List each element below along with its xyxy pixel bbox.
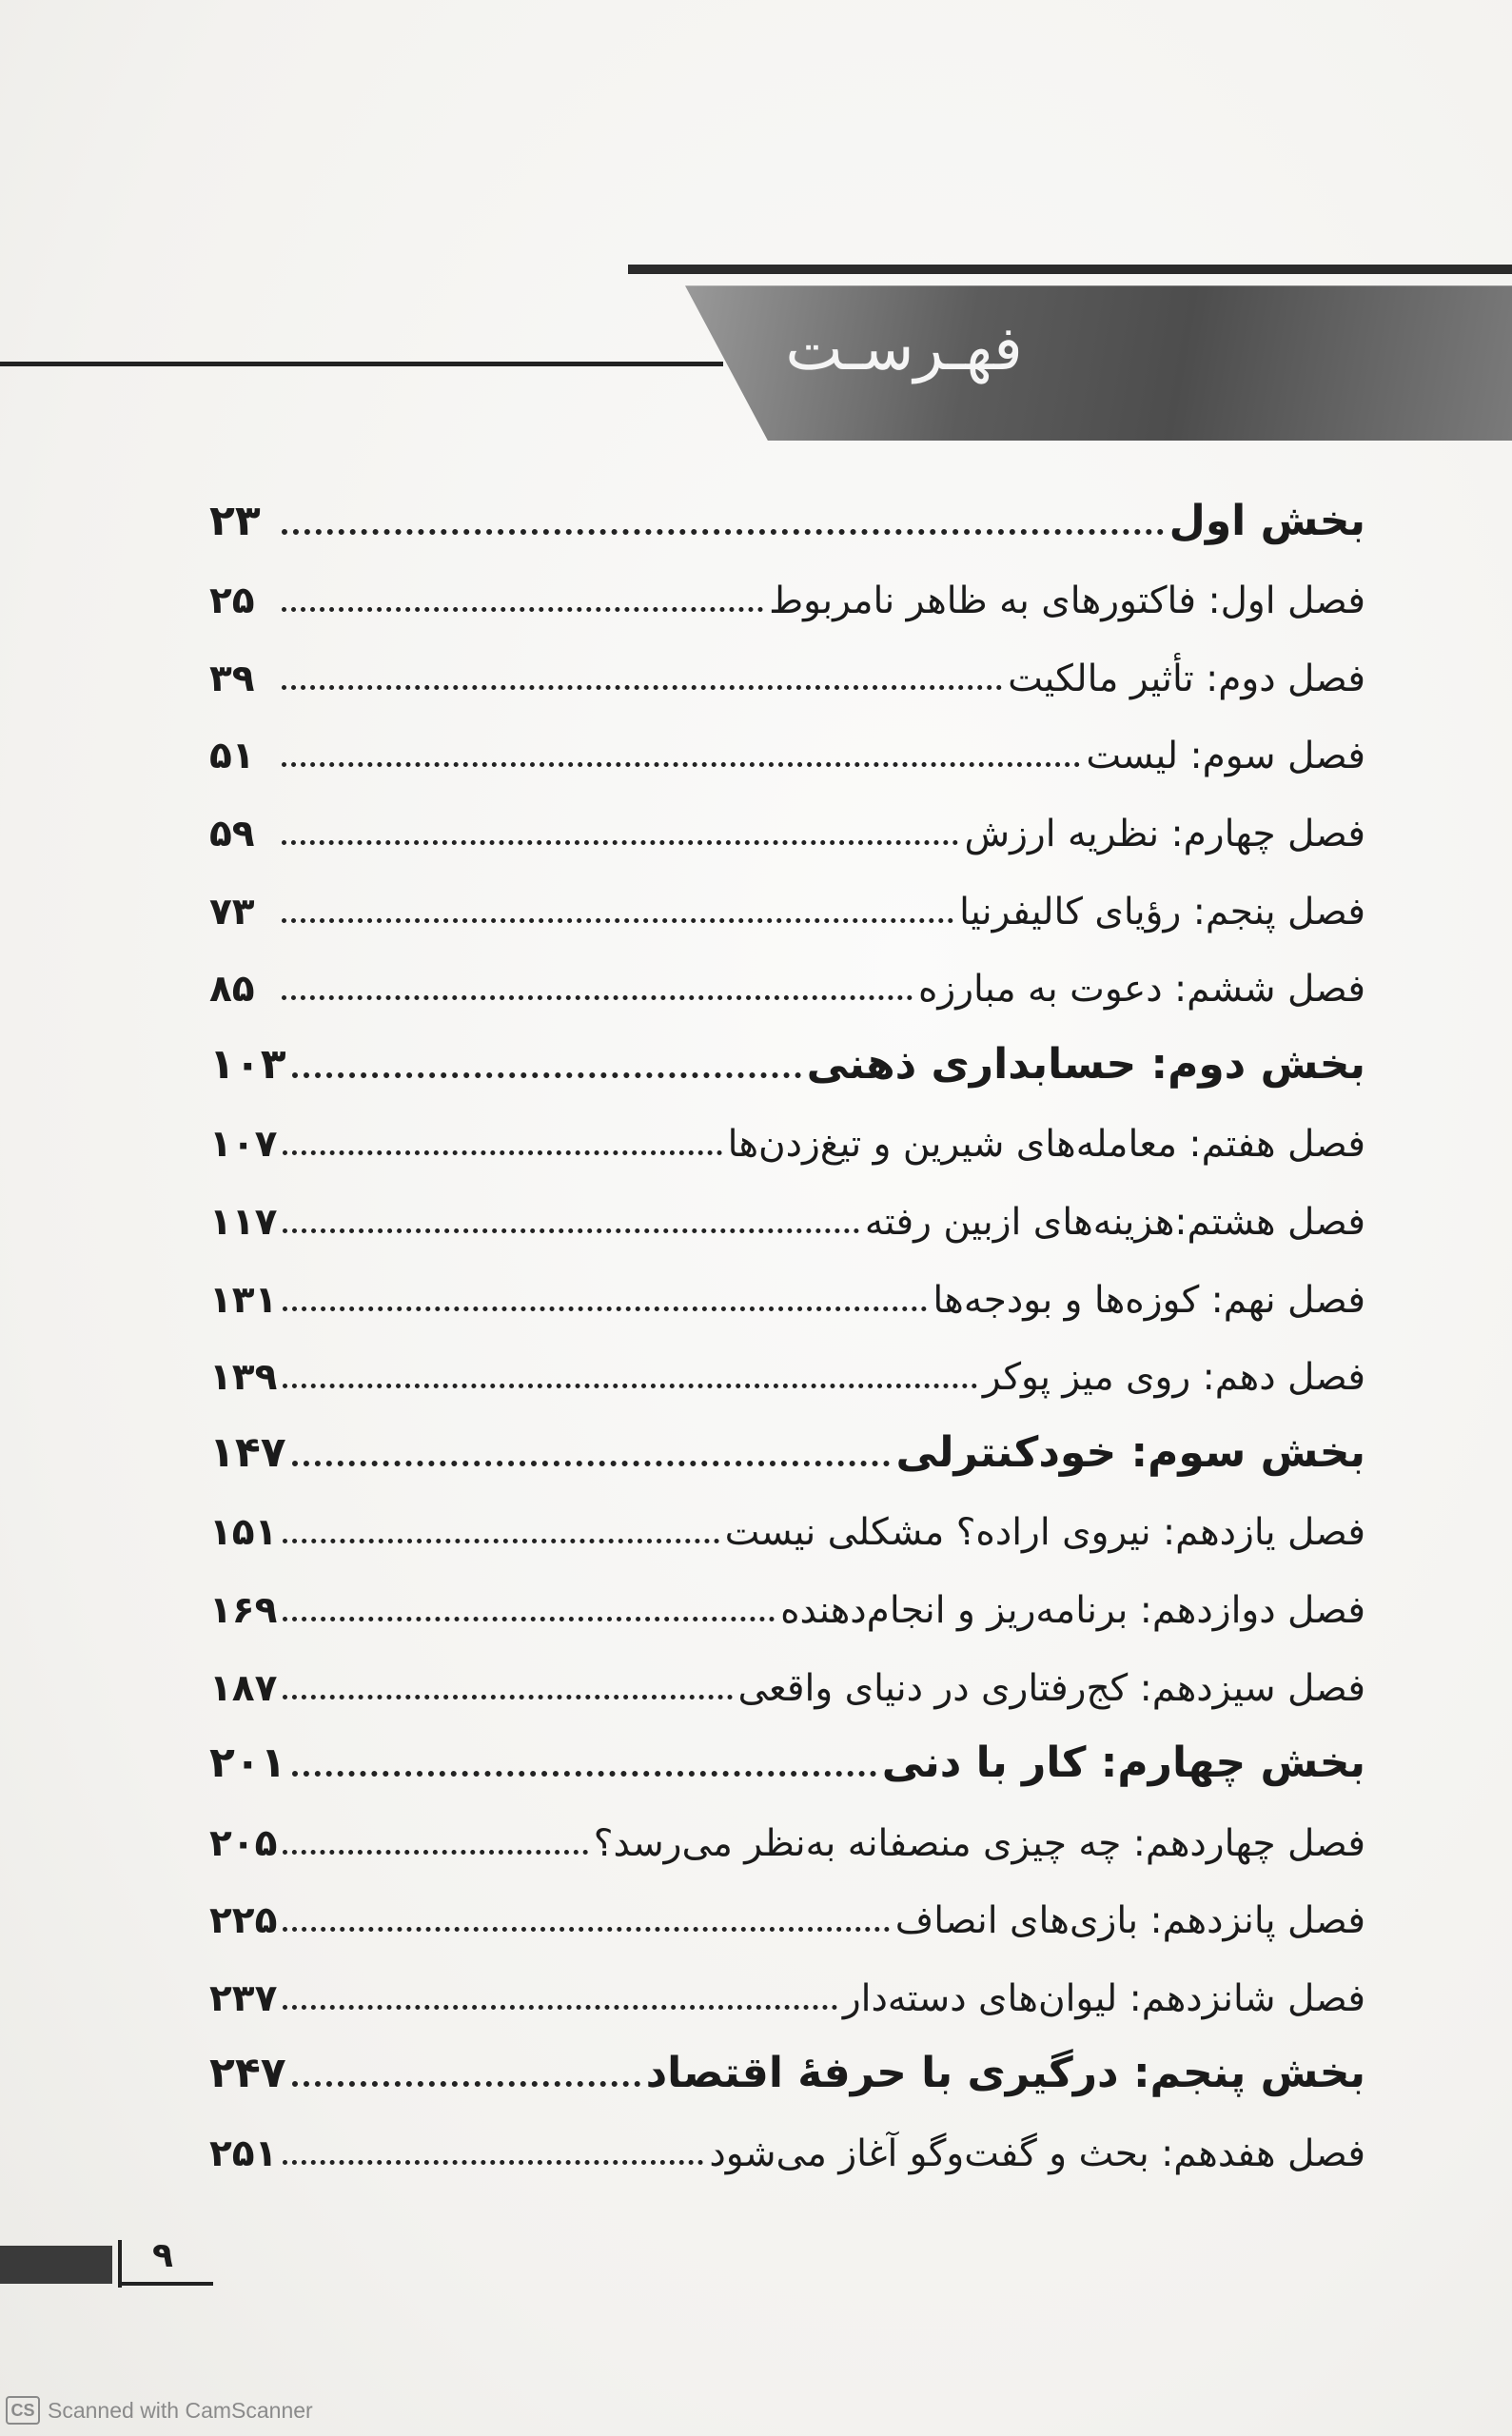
toc-chapter-entry <box>209 2106 1365 2184</box>
watermark-text: Scanned with CamScanner <box>48 2397 313 2423</box>
toc-chapter-entry <box>209 1951 1365 2029</box>
toc-chapter-entry <box>209 1174 1365 1252</box>
toc-entry-title: فصل یازدهم: نیروی اراده؟ مشکلی نیست <box>724 1511 1365 1555</box>
dot-leader <box>282 840 958 845</box>
toc-part-entry <box>209 476 1365 554</box>
toc-entry-title: بخش دوم: حسابداری ذهنی <box>806 1039 1365 1089</box>
toc-entry-title: فصل هشتم:هزینه‌های ازبین رفته <box>864 1200 1365 1244</box>
toc-entry-title: فصل پانزدهم: بازی‌های انصاف <box>894 1899 1365 1943</box>
toc-entry-title: فصل شانزدهم: لیوان‌های دسته‌دار <box>842 1976 1365 2020</box>
dot-leader <box>283 1927 889 1932</box>
toc-entry-page: ۱۱۷ <box>209 1200 278 1244</box>
toc-entry-title: فصل هفتم: معامله‌های شیرین و تیغ‌زدن‌ها <box>727 1123 1365 1167</box>
toc-chapter-entry <box>209 1874 1365 1952</box>
toc-chapter-entry <box>209 554 1365 632</box>
toc-entry-title: فصل نهم: کوزه‌ها و بودجه‌ها <box>933 1278 1365 1322</box>
table-of-contents <box>209 476 1365 2184</box>
toc-entry-page: ۲۵۱ <box>209 2132 278 2176</box>
toc-entry-title: بخش اول <box>1168 496 1365 545</box>
toc-entry-page: ۲۵ <box>209 580 255 623</box>
toc-entry-page: ۲۲۵ <box>209 1899 278 1943</box>
toc-chapter-entry <box>209 786 1365 864</box>
toc-entry-title: فصل ششم: دعوت به مبارزه <box>917 968 1365 1012</box>
toc-entry-page: ۱۵۱ <box>209 1511 278 1555</box>
toc-entry-title: بخش چهارم: کار با دنی <box>881 1739 1365 1788</box>
toc-entry-title: فصل چهاردهم: چه چیزی منصفانه به‌نظر می‌رسد؟ <box>593 1821 1365 1865</box>
page-number: ۹ <box>152 2236 173 2275</box>
toc-entry-page: ۱۳۹ <box>209 1356 278 1400</box>
dot-leader <box>283 2005 836 2010</box>
toc-part-entry <box>209 2029 1365 2107</box>
page-title: فهـرسـت <box>785 314 1023 384</box>
camscanner-logo: CS <box>6 2396 40 2425</box>
toc-entry-title: فصل دهم: روی میز پوکر <box>982 1356 1365 1400</box>
header-tab-edge <box>628 265 1512 274</box>
toc-part-entry <box>209 1407 1365 1485</box>
toc-entry-title: بخش پنجم: درگیری با حرفۀ اقتصاد <box>645 2049 1365 2098</box>
toc-chapter-entry <box>209 1097 1365 1175</box>
dot-leader <box>292 1461 891 1466</box>
toc-entry-page: ۱۰۷ <box>209 1123 278 1167</box>
toc-entry-page: ۱۰۳ <box>209 1039 286 1089</box>
toc-entry-page: ۵۱ <box>209 735 255 778</box>
dot-leader <box>292 1072 801 1078</box>
toc-entry-title: فصل چهارم: نظریه ارزش <box>964 812 1365 855</box>
dot-leader <box>283 1228 858 1233</box>
footer-rule-horizontal <box>118 2282 213 2286</box>
toc-entry-title: فصل دوازدهم: برنامه‌ریز و انجام‌دهنده <box>780 1588 1365 1632</box>
footer-bar <box>0 2246 112 2284</box>
dot-leader <box>282 762 1080 767</box>
toc-chapter-entry <box>209 942 1365 1020</box>
toc-chapter-entry <box>209 1330 1365 1408</box>
toc-entry-page: ۳۹ <box>209 657 255 700</box>
toc-chapter-entry <box>209 709 1365 787</box>
toc-entry-title: فصل سوم: لیست <box>1086 735 1365 778</box>
toc-entry-title: بخش سوم: خودکنترلی <box>895 1427 1365 1477</box>
toc-entry-title: فصل پنجم: رؤیای کالیفرنیا <box>959 890 1365 933</box>
toc-entry-page: ۱۶۹ <box>209 1588 278 1632</box>
dot-leader <box>282 918 953 923</box>
header-rule <box>0 362 723 366</box>
toc-chapter-entry <box>209 1640 1365 1719</box>
dot-leader <box>283 1617 775 1621</box>
toc-part-entry <box>209 1019 1365 1097</box>
dot-leader <box>283 1150 721 1155</box>
dot-leader <box>292 1771 876 1777</box>
dot-leader <box>292 2081 640 2087</box>
toc-chapter-entry <box>209 864 1365 942</box>
toc-chapter-entry <box>209 1796 1365 1874</box>
dot-leader <box>283 1306 927 1311</box>
toc-chapter-entry <box>209 1485 1365 1563</box>
toc-entry-title: فصل هفدهم: بحث و گفت‌وگو آغاز می‌شود <box>709 2132 1365 2176</box>
toc-entry-page: ۲۳۷ <box>209 1976 278 2020</box>
toc-entry-page: ۲۴۷ <box>209 2049 286 2098</box>
toc-entry-page: ۵۹ <box>209 812 255 855</box>
scanner-watermark <box>6 2396 313 2425</box>
dot-leader <box>282 607 763 612</box>
dot-leader <box>283 1695 732 1699</box>
toc-entry-page: ۲۰۵ <box>209 1821 278 1865</box>
footer-rule-vertical <box>118 2240 122 2288</box>
toc-entry-page: ۱۳۱ <box>209 1278 278 1322</box>
toc-chapter-entry <box>209 1252 1365 1330</box>
toc-entry-title: فصل دوم: تأثیر مالکیت <box>1008 657 1365 700</box>
toc-entry-page: ۱۸۷ <box>209 1666 278 1710</box>
toc-entry-title: فصل سیزدهم: کج‌رفتاری در دنیای واقعی <box>737 1666 1365 1710</box>
toc-part-entry <box>209 1719 1365 1797</box>
dot-leader <box>283 1850 587 1855</box>
toc-chapter-entry <box>209 1562 1365 1640</box>
dot-leader <box>282 995 913 1000</box>
toc-chapter-entry <box>209 631 1365 709</box>
toc-entry-page: ۲۰۱ <box>209 1739 286 1788</box>
dot-leader <box>283 2160 703 2165</box>
toc-entry-page: ۲۳ <box>209 496 261 545</box>
toc-entry-page: ۷۳ <box>209 890 255 933</box>
dot-leader <box>282 685 1002 690</box>
toc-entry-page: ۱۴۷ <box>209 1427 286 1477</box>
dot-leader <box>283 1539 718 1543</box>
dot-leader <box>283 1384 977 1388</box>
toc-entry-title: فصل اول: فاکتورهای به ظاهر نامربوط <box>769 580 1365 623</box>
toc-entry-page: ۸۵ <box>209 968 255 1012</box>
dot-leader <box>282 529 1164 535</box>
